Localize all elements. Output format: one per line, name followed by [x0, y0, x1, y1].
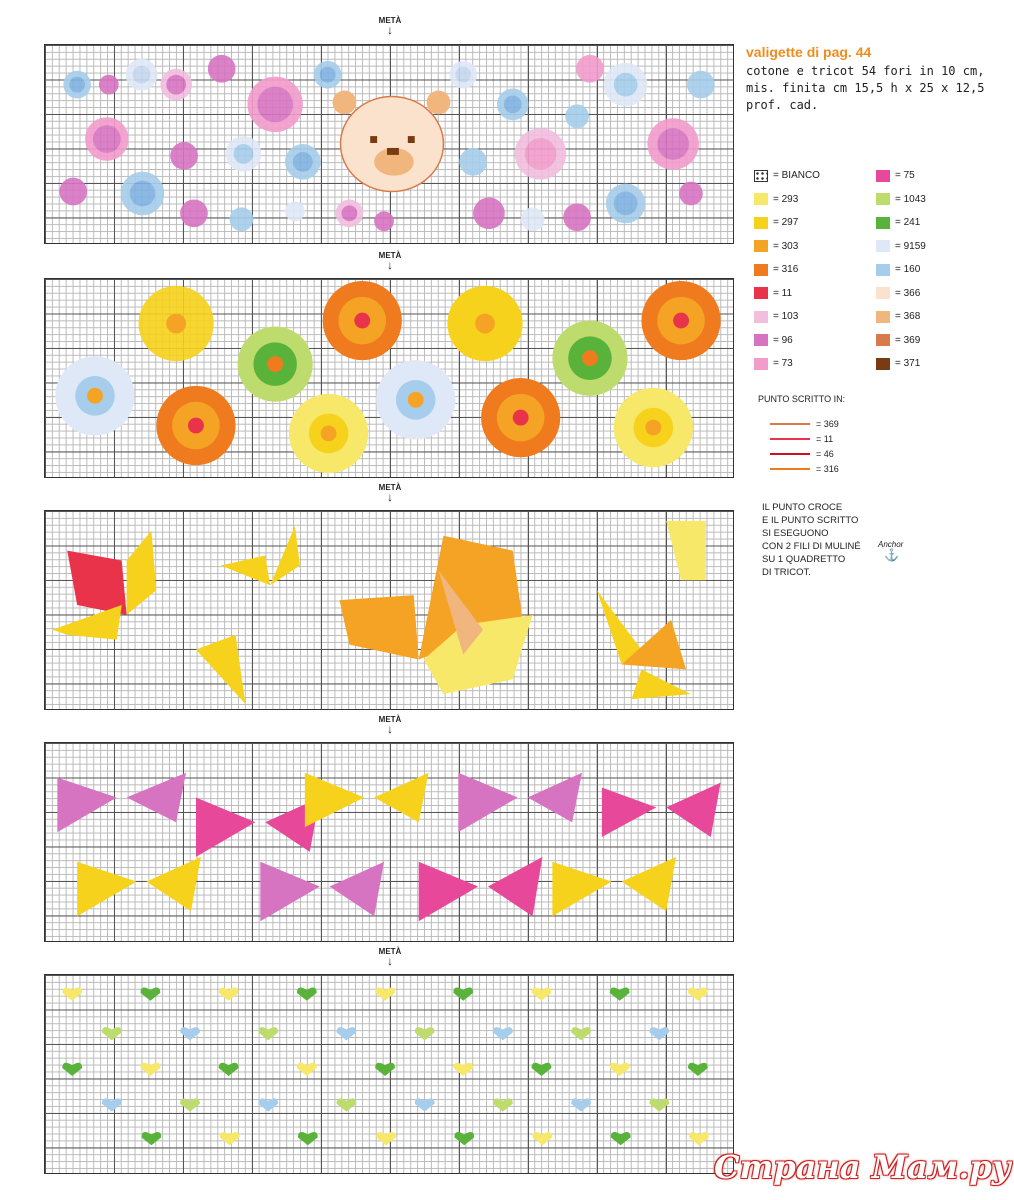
chart-panel-butterflies [44, 510, 734, 710]
ps-code: = 316 [816, 463, 839, 474]
arrow-down-icon: ↓ [387, 722, 393, 736]
legend-item [754, 352, 820, 376]
swatch [754, 217, 768, 229]
heart-mark [611, 1132, 631, 1145]
swatch [754, 264, 768, 276]
heart-mark [571, 1098, 591, 1111]
chart-panel-hearts [44, 974, 734, 1174]
legend-item [876, 305, 926, 329]
heart-mark [375, 1063, 395, 1076]
ps-code: = 46 [816, 448, 834, 459]
chart-panel-flowers [44, 278, 734, 478]
chart-panel-bows [44, 742, 734, 942]
heart-mark [298, 1132, 318, 1145]
legend-code: = 316 [773, 264, 799, 276]
heart-mark [454, 1132, 474, 1145]
heart-mark [258, 1098, 278, 1111]
legend-item [876, 258, 926, 282]
swatch [876, 358, 890, 370]
legend-code: = 366 [895, 287, 921, 299]
heart-mark [219, 987, 239, 1000]
note-line: E IL PUNTO SCRITTO [762, 515, 859, 526]
heart-mark [493, 1098, 513, 1111]
legend-code: = 11 [773, 287, 792, 299]
swatch [876, 334, 890, 346]
swatch [876, 170, 890, 182]
heart-mark [571, 1027, 591, 1040]
bows-motif [45, 743, 733, 941]
ps-item [770, 431, 839, 446]
heart-mark [219, 1063, 239, 1076]
legend-code: = 96 [773, 334, 793, 346]
legend-item [754, 282, 820, 306]
anchor-icon: ⚓ [884, 548, 899, 562]
legend-code: = 160 [895, 264, 921, 276]
swatch [754, 240, 768, 252]
heart-mark [297, 1063, 317, 1076]
heart-mark [102, 1027, 122, 1040]
swatch [754, 287, 768, 299]
swatch [876, 287, 890, 299]
meta-label: METÀ [378, 251, 402, 260]
meta-label: METÀ [378, 715, 402, 724]
arrow-down-icon: ↓ [387, 23, 393, 37]
swatch [754, 311, 768, 323]
page-title: valigette di pag. 44 [746, 44, 872, 60]
note-line: CON 2 FILI DI MULINÉ [762, 541, 861, 552]
heart-mark [610, 987, 630, 1000]
ps-code: = 369 [816, 418, 839, 429]
legend-item [876, 329, 926, 353]
legend-code: = 368 [895, 311, 921, 323]
arrow-down-icon: ↓ [387, 490, 393, 504]
line-swatch [770, 423, 810, 425]
ps-code: = 11 [816, 433, 834, 444]
desc-line-3: prof. cad. [746, 98, 819, 112]
legend-code: = 369 [895, 334, 921, 346]
heart-mark [337, 1027, 357, 1040]
meta-label: METÀ [378, 947, 402, 956]
heart-mark [141, 1063, 161, 1076]
swatch [754, 193, 768, 205]
punto-scritto-title: PUNTO SCRITTO IN: [758, 394, 846, 404]
butterflies-motif [45, 511, 733, 709]
swatch [876, 217, 890, 229]
heart-mark [337, 1098, 357, 1111]
heart-mark [297, 987, 317, 1000]
legend-item [876, 282, 926, 306]
legend-code: = 1043 [895, 193, 926, 205]
heart-mark [375, 987, 395, 1000]
heart-mark [415, 1098, 435, 1111]
heart-mark [180, 1098, 200, 1111]
heart-mark [453, 987, 473, 1000]
heart-mark [532, 1063, 552, 1076]
desc-line-2: mis. finita cm 15,5 h x 25 x 12,5 [746, 81, 985, 95]
swatch [754, 170, 768, 182]
heart-mark [62, 987, 82, 1000]
swatch [754, 358, 768, 370]
legend-left [754, 164, 820, 376]
heart-mark [688, 1063, 708, 1076]
heart-mark [258, 1027, 278, 1040]
heart-mark [415, 1027, 435, 1040]
note-line: SU 1 QUADRETTO [762, 554, 846, 565]
heart-mark [688, 987, 708, 1000]
legend-code: = 73 [773, 358, 793, 370]
swatch [876, 240, 890, 252]
legend-code: = 371 [895, 358, 921, 370]
bubbles-motif [45, 45, 733, 243]
legend-code: = 297 [773, 217, 799, 229]
heart-mark [141, 987, 161, 1000]
punto-scritto-list [770, 416, 839, 476]
description [746, 63, 1006, 114]
anchor-brand: Anchor [878, 540, 904, 549]
swatch [876, 311, 890, 323]
arrow-down-icon: ↓ [387, 954, 393, 968]
note-line: SI ESEGUONO [762, 528, 829, 539]
line-swatch [770, 438, 810, 440]
swatch [754, 334, 768, 346]
legend-item [754, 164, 820, 188]
legend-item [876, 164, 926, 188]
swatch [876, 264, 890, 276]
heart-mark [493, 1027, 513, 1040]
legend-item [876, 352, 926, 376]
legend-item [754, 188, 820, 212]
ps-item [770, 416, 839, 431]
heart-mark [649, 1027, 669, 1040]
heart-mark [180, 1027, 200, 1040]
desc-line-1: cotone e tricot 54 fori in 10 cm, [746, 64, 985, 78]
legend-right [876, 164, 926, 376]
note-line: IL PUNTO CROCE [762, 502, 843, 513]
meta-marker-4 [370, 715, 410, 734]
legend-code: = 241 [895, 217, 921, 229]
legend-code: = 303 [773, 240, 799, 252]
watermark-logo: Страна Мам.ру [714, 1148, 1011, 1186]
hearts-motif [45, 975, 733, 1173]
heart-mark [142, 1132, 162, 1145]
heart-mark [532, 987, 552, 1000]
heart-mark [649, 1098, 669, 1111]
arrow-down-icon: ↓ [387, 258, 393, 272]
chart-panel-bubbles [44, 44, 734, 244]
flowers-motif [45, 279, 733, 477]
ps-item [770, 446, 839, 461]
legend-code: = 103 [773, 311, 799, 323]
heart-mark [533, 1132, 553, 1145]
heart-mark [610, 1063, 630, 1076]
legend-item [876, 235, 926, 259]
meta-marker-2 [370, 251, 410, 270]
heart-mark [689, 1132, 709, 1145]
legend-item [876, 211, 926, 235]
legend-item [754, 258, 820, 282]
heart-mark [453, 1063, 473, 1076]
legend-item [754, 329, 820, 353]
heart-mark [102, 1098, 122, 1111]
legend-item [754, 305, 820, 329]
legend-item [876, 188, 926, 212]
ps-item [770, 461, 839, 476]
heart-mark [62, 1063, 82, 1076]
heart-mark [220, 1132, 240, 1145]
meta-label: METÀ [378, 483, 402, 492]
meta-marker-3 [370, 483, 410, 502]
bear-head [333, 91, 451, 192]
legend-item [754, 211, 820, 235]
meta-label: METÀ [378, 16, 402, 25]
legend-code: = BIANCO [773, 170, 820, 182]
legend-code: = 293 [773, 193, 799, 205]
note-line: DI TRICOT. [762, 567, 811, 578]
meta-marker-1 [370, 16, 410, 35]
line-swatch [770, 453, 810, 455]
heart-mark [376, 1132, 396, 1145]
legend-item [754, 235, 820, 259]
legend-code: = 75 [895, 170, 915, 182]
line-swatch [770, 468, 810, 470]
meta-marker-5 [370, 947, 410, 966]
swatch [876, 193, 890, 205]
legend-code: = 9159 [895, 240, 926, 252]
